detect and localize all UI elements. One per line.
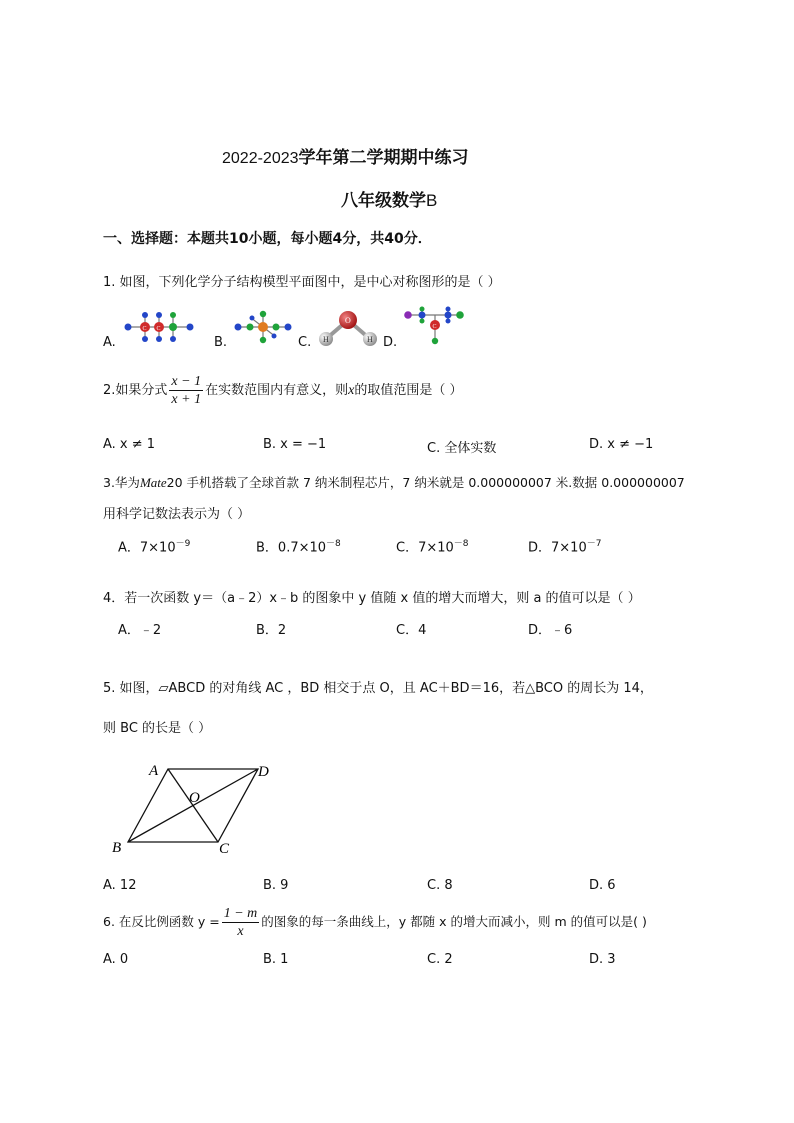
atom-c-label: C bbox=[142, 326, 147, 332]
q1-option-a-label: A. bbox=[103, 335, 116, 350]
exam-version: B bbox=[426, 191, 438, 210]
q3-option-d-base: D．7×10 bbox=[528, 540, 587, 556]
q3-option-a bbox=[118, 536, 190, 555]
q1-option-d-label: D. bbox=[383, 335, 398, 350]
q2-mid-text: 在实数范围内有意义，则 bbox=[205, 383, 349, 398]
q3-option-c bbox=[396, 536, 469, 555]
q3-phone-model: Mate bbox=[139, 475, 167, 490]
q2-numerator: x − 1 bbox=[171, 374, 202, 389]
q2-fraction bbox=[169, 373, 203, 408]
q3-text-c: 20 手机搭载了全球首款 7 纳米制程芯片，7 纳米就是 0.000000007 米.数据 0.000000007 bbox=[166, 475, 685, 490]
q1-option-b-label: B. bbox=[214, 335, 228, 350]
parallelogram-figure bbox=[108, 758, 288, 858]
q2-variable: x bbox=[348, 383, 355, 398]
q6-option-a: A. 0 bbox=[103, 952, 129, 967]
q6-option-c: C. 2 bbox=[427, 952, 453, 967]
q4-option-b: B．2 bbox=[256, 623, 287, 638]
q3-option-c-exp: －8 bbox=[453, 539, 469, 549]
q1-molecule-c-water-image bbox=[313, 307, 381, 349]
question-1-stem: 1. 如图，下列化学分子结构模型平面图中，是中心对称图形的是（ ） bbox=[103, 275, 501, 290]
q3-text-a: 3.华为 bbox=[103, 475, 140, 490]
exam-year: 2022-2023 bbox=[222, 150, 299, 167]
question-6-stem bbox=[103, 905, 647, 940]
q1-molecule-b-image bbox=[230, 306, 296, 346]
q6-numerator: 1 − m bbox=[223, 906, 258, 921]
question-3-line-1 bbox=[103, 473, 685, 491]
q6-denominator: x bbox=[237, 924, 244, 939]
q2-option-b: B. x = −1 bbox=[263, 437, 327, 452]
question-5-line-2: 则 BC 的长是（ ） bbox=[103, 721, 212, 736]
point-a-label: A bbox=[149, 763, 159, 779]
q2-option-a: A. x ≠ 1 bbox=[103, 437, 156, 452]
q2-denominator: x + 1 bbox=[171, 392, 202, 407]
q1-option-c-label: C. bbox=[298, 335, 312, 350]
q5-option-c: C. 8 bbox=[427, 878, 453, 893]
question-2-stem bbox=[103, 373, 462, 408]
atom-c-label: C bbox=[156, 326, 161, 332]
q1-molecule-d-image bbox=[398, 305, 470, 347]
q3-option-d bbox=[528, 536, 601, 555]
question-4-stem: 4．若一次函数 y＝（a﹣2）x﹣b 的图象中 y 值随 x 值的增大而增大，则 a 的值可以是（ ） bbox=[103, 591, 641, 606]
point-d-label: D bbox=[258, 764, 269, 780]
q3-option-b-base: B．0.7×10 bbox=[256, 540, 327, 556]
exam-title bbox=[222, 143, 469, 168]
q2-post-text: 的取值范围是（ ） bbox=[354, 383, 463, 398]
q3-option-b bbox=[256, 536, 341, 555]
q3-option-b-exp: －8 bbox=[326, 539, 341, 549]
q6-fraction bbox=[222, 905, 260, 940]
atom-h-label: H bbox=[367, 335, 373, 344]
q6-option-b: B. 1 bbox=[263, 952, 289, 967]
q3-option-a-base: A．7×10 bbox=[118, 540, 176, 556]
q2-option-c: C. 全体实数 bbox=[427, 441, 497, 456]
q2-option-d: D. x ≠ −1 bbox=[589, 437, 654, 452]
q5-option-d: D. 6 bbox=[589, 878, 616, 893]
exam-term: 学年第二学期期中练习 bbox=[298, 148, 469, 168]
exam-subtitle bbox=[341, 186, 437, 211]
q3-option-a-exp: －9 bbox=[175, 539, 191, 549]
exam-grade: 八年级数学 bbox=[341, 191, 426, 211]
q3-option-d-exp: －7 bbox=[586, 539, 602, 549]
atom-o-label: O bbox=[345, 316, 351, 325]
q1-molecule-a-image bbox=[118, 306, 200, 346]
q6-pre-text: 6. 在反比例函数 y = bbox=[103, 914, 220, 929]
q6-option-d: D. 3 bbox=[589, 952, 616, 967]
q2-pre-text: 2.如果分式 bbox=[103, 383, 168, 398]
q4-option-c: C．4 bbox=[396, 623, 427, 638]
point-o-label: O bbox=[189, 790, 200, 806]
q5-option-b: B. 9 bbox=[263, 878, 289, 893]
q5-option-a: A. 12 bbox=[103, 878, 137, 893]
q4-option-a: A．﹣2 bbox=[118, 623, 162, 638]
question-5-line-1: 5. 如图，▱ABCD 的对角线 AC ，BD 相交于点 O，且 AC＋BD＝16，若△BCO 的周长为 14， bbox=[103, 681, 653, 696]
question-3-line-2: 用科学记数法表示为（ ） bbox=[103, 507, 251, 522]
point-c-label: C bbox=[219, 841, 230, 857]
q6-post-text: 的图象的每一条曲线上，y 都随 x 的增大而减小，则 m 的值可以是( ) bbox=[261, 914, 647, 929]
section-title: 一、选择题：本题共10小题，每小题4分，共40分． bbox=[103, 231, 432, 247]
atom-h-label: H bbox=[323, 335, 329, 344]
atom-c-label: C bbox=[432, 324, 437, 330]
q3-option-c-base: C．7×10 bbox=[396, 540, 454, 556]
q4-option-d: D．﹣6 bbox=[528, 623, 573, 638]
point-b-label: B bbox=[112, 840, 122, 856]
